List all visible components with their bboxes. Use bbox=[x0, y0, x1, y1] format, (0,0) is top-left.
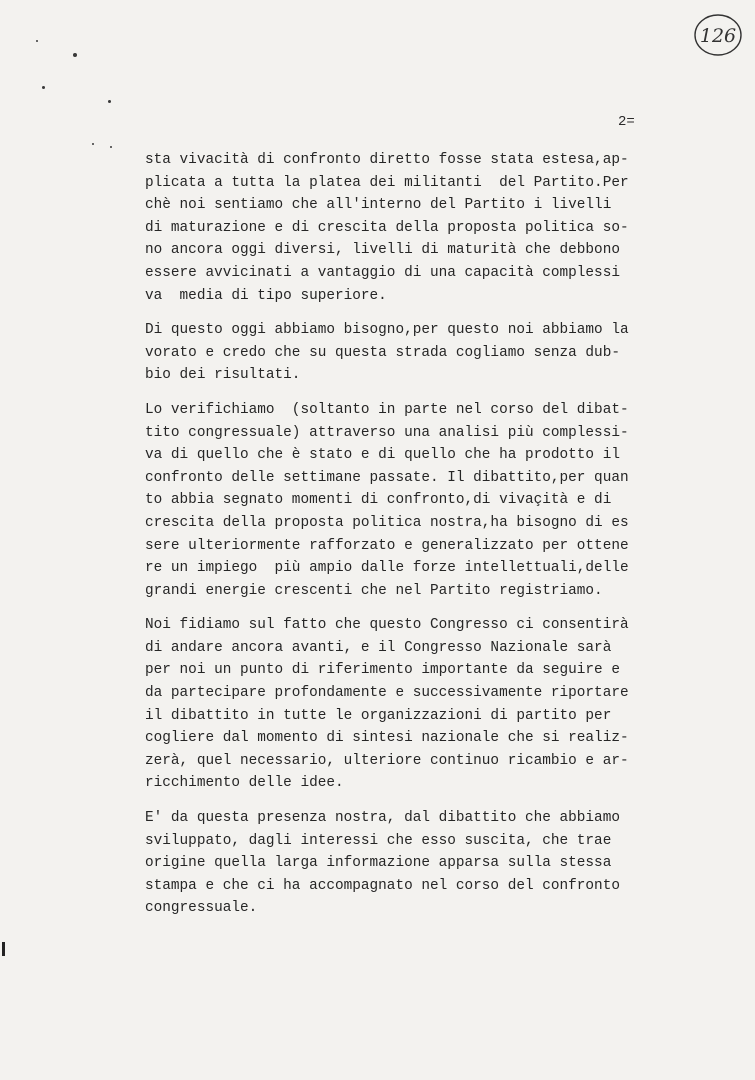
paper-speck bbox=[36, 40, 38, 42]
text-line: sere ulteriormente rafforzato e generalizzato per ottene bbox=[145, 537, 629, 554]
text-line: da partecipare profondamente e successivamente riportare bbox=[145, 685, 629, 702]
text-line: di andare ancora avanti, e il Congresso Nazionale sarà bbox=[145, 639, 612, 656]
text-line: grandi energie crescenti che nel Partito registriamo. bbox=[145, 582, 603, 599]
text-line: stampa e che ci ha accompagnato nel corso del confronto bbox=[145, 877, 620, 894]
paragraph bbox=[145, 399, 670, 602]
paragraph bbox=[145, 149, 670, 307]
text-line: cogliere dal momento di sintesi nazionale che si realiz- bbox=[145, 730, 629, 747]
text-line: sviluppato, dagli interessi che esso suscita, che trae bbox=[145, 832, 612, 849]
text-line: confronto delle settimane passate. Il dibattito,per quan bbox=[145, 469, 629, 486]
typed-body-text bbox=[145, 149, 670, 932]
text-line: to abbia segnato momenti di confronto,di vivaçità e di bbox=[145, 492, 612, 509]
text-line: va media di tipo superiore. bbox=[145, 287, 387, 304]
text-line: re un impiego più ampio dalle forze intellettuali,delle bbox=[145, 560, 629, 577]
text-line: no ancora oggi diversi, livelli di maturità che debbono bbox=[145, 242, 620, 259]
text-line: crescita della proposta politica nostra,ha bisogno di es bbox=[145, 514, 629, 531]
stamp-circle-icon bbox=[693, 12, 743, 58]
text-line: tito congressuale) attraverso una analisi più complessi- bbox=[145, 424, 629, 441]
paper-speck bbox=[110, 146, 112, 148]
paper-speck bbox=[42, 86, 45, 89]
text-line: essere avvicinati a vantaggio di una capacità complessi bbox=[145, 264, 620, 281]
text-line: Di questo oggi abbiamo bisogno,per questo noi abbiamo la bbox=[145, 322, 629, 339]
text-line: plicata a tutta la platea dei militanti del Partito.Per bbox=[145, 174, 629, 191]
paragraph bbox=[145, 614, 670, 795]
text-line: sta vivacità di confronto diretto fosse stata estesa,ap- bbox=[145, 152, 629, 168]
stamp-text: 126 bbox=[699, 25, 737, 47]
text-line: chè noi sentiamo che all'interno del Partito i livelli bbox=[145, 197, 612, 214]
text-line: bio dei risultati. bbox=[145, 367, 301, 384]
paper-speck bbox=[73, 53, 77, 57]
handwritten-page-stamp bbox=[693, 12, 743, 58]
page-number: 2= bbox=[618, 114, 635, 130]
text-line: il dibattito in tutte le organizzazioni di partito per bbox=[145, 707, 612, 724]
text-line: Noi fidiamo sul fatto che questo Congresso ci consentirà bbox=[145, 617, 629, 634]
text-line: zerà, quel necessario, ulteriore continuo ricambio e ar- bbox=[145, 752, 629, 769]
text-line: origine quella larga informazione apparsa sulla stessa bbox=[145, 855, 612, 872]
paragraph bbox=[145, 807, 670, 920]
text-line: Lo verifichiamo (soltanto in parte nel corso del dibat- bbox=[145, 401, 629, 418]
text-line: E' da questa presenza nostra, dal dibattito che abbiamo bbox=[145, 810, 620, 827]
text-line: ricchimento delle idee. bbox=[145, 775, 344, 792]
text-line: vorato e credo che su questa strada cogliamo senza dub- bbox=[145, 344, 620, 361]
text-line: va di quello che è stato e di quello che ha prodotto il bbox=[145, 447, 620, 464]
edge-mark bbox=[2, 942, 5, 956]
text-line: di maturazione e di crescita della proposta politica so- bbox=[145, 219, 629, 236]
paper-speck bbox=[92, 143, 94, 145]
text-line: per noi un punto di riferimento importante da seguire e bbox=[145, 662, 620, 679]
text-line: congressuale. bbox=[145, 900, 258, 917]
paper-speck bbox=[108, 100, 111, 103]
paragraph bbox=[145, 319, 670, 387]
